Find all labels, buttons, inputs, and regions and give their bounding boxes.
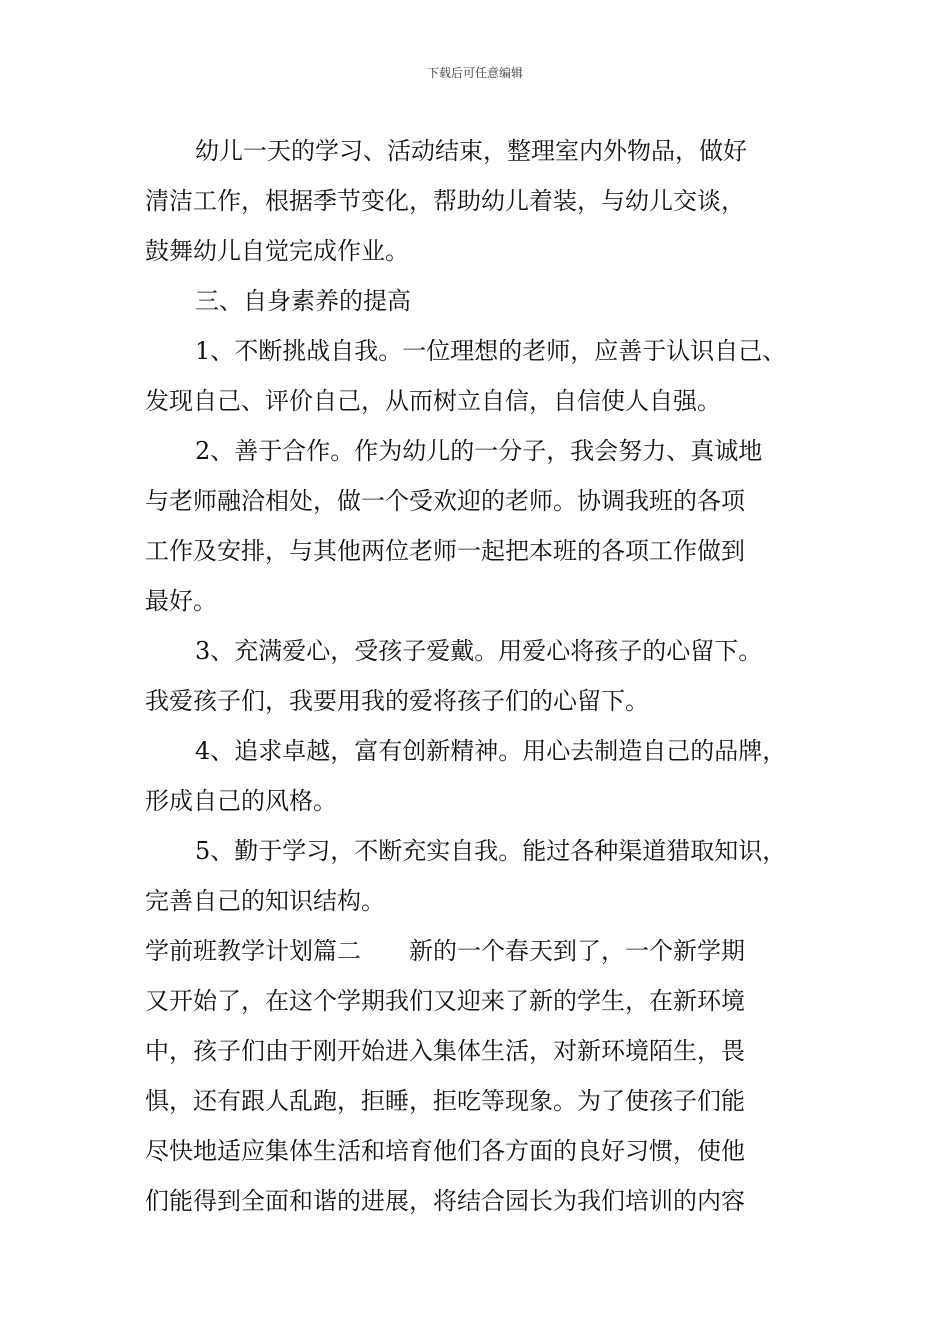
text-line: 清洁工作，根据季节变化，帮助幼儿着装，与幼儿交谈， xyxy=(145,187,745,215)
text-line: 我爱孩子们，我要用我的爱将孩子们的心留下。 xyxy=(145,687,649,715)
text-line: 惧，还有跟人乱跑，拒睡，拒吃等现象。为了使孩子们能 xyxy=(145,1087,745,1115)
text-line: 5、勤于学习，不断充实自我。能过各种渠道猎取知识， xyxy=(195,837,787,865)
text-line: 1、不断挑战自我。一位理想的老师，应善于认识自己、 xyxy=(195,337,787,365)
text-line: 又开始了，在这个学期我们又迎来了新的学生，在新环境 xyxy=(145,987,745,1015)
section-heading: 三、自身素养的提高 xyxy=(195,287,411,315)
text-line: 们能得到全面和谐的进展，将结合园长为我们培训的内容 xyxy=(145,1187,745,1215)
page-header: 下载后可任意编辑 xyxy=(426,66,523,80)
text-line: 最好。 xyxy=(145,587,217,615)
text-line: 工作及安排，与其他两位老师一起把本班的各项工作做到 xyxy=(145,537,745,565)
text-line: 与老师融洽相处，做一个受欢迎的老师。协调我班的各项 xyxy=(145,487,745,515)
text-line: 鼓舞幼儿自觉完成作业。 xyxy=(145,237,409,265)
text-line: 幼儿一天的学习、活动结束，整理室内外物品，做好 xyxy=(195,137,747,165)
text-line: 形成自己的风格。 xyxy=(145,787,337,815)
text-line: 完善自己的知识结构。 xyxy=(145,887,385,915)
text-line: 中，孩子们由于刚开始进入集体生活，对新环境陌生，畏 xyxy=(145,1037,745,1065)
text-line: 发现自己、评价自己，从而树立自信，自信使人自强。 xyxy=(145,387,721,415)
text-line: 2、善于合作。作为幼儿的一分子，我会努力、真诚地 xyxy=(195,437,763,465)
text-line: 3、充满爱心，受孩子爱戴。用爱心将孩子的心留下。 xyxy=(195,637,763,665)
text-line: 尽快地适应集体生活和培育他们各方面的良好习惯，使他 xyxy=(145,1137,745,1165)
text-line: 学前班教学计划篇二 新的一个春天到了，一个新学期 xyxy=(145,937,745,965)
text-line: 4、追求卓越，富有创新精神。用心去制造自己的品牌， xyxy=(195,737,787,765)
document-body xyxy=(145,126,810,1226)
